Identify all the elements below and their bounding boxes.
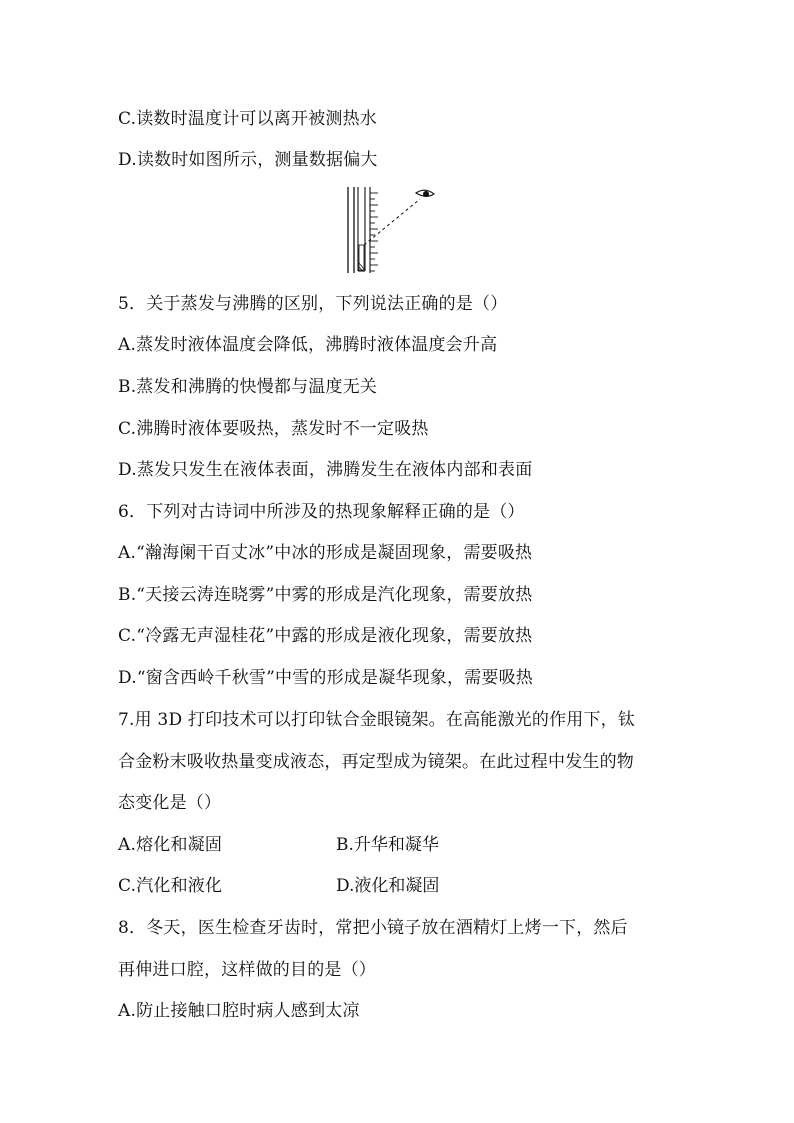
q5-option-a: A.蒸发时液体温度会降低，沸腾时液体温度会升高 [118, 335, 498, 355]
q6-option-b: B.“天接云涛连晓雾”中雾的形成是汽化现象，需要放热 [118, 585, 533, 605]
q7-option-b: B.升华和凝华 [336, 835, 439, 855]
q5-option-d: D.蒸发只发生在液体表面，沸腾发生在液体内部和表面 [118, 460, 533, 480]
q5-option-b: B.蒸发和沸腾的快慢都与温度无关 [118, 377, 378, 397]
q7-option-a: A.熔化和凝固 [118, 835, 223, 855]
q6-option-c: C.“冷露无声湿桂花”中露的形成是液化现象，需要放热 [118, 626, 533, 646]
q6-option-d: D.“窗含西岭千秋雪”中雪的形成是凝华现象，需要吸热 [118, 668, 534, 688]
q7-stem-line3: 态变化是（） [118, 793, 222, 813]
q8-stem-line1: 8．冬天，医生检查牙齿时，常把小镜子放在酒精灯上烤一下，然后 [118, 918, 628, 938]
q5-option-c: C.沸腾时液体要吸热，蒸发时不一定吸热 [118, 419, 429, 439]
q6-option-a: A.“瀚海阑干百丈冰”中冰的形成是凝固现象，需要吸热 [118, 543, 533, 563]
q5-stem: 5．关于蒸发与沸腾的区别，下列说法正确的是（） [118, 294, 508, 314]
q8-stem-line2: 再伸进口腔，这样做的目的是（） [118, 960, 376, 980]
q4-option-d: D.读数时如图所示，测量数据偏大 [118, 150, 378, 170]
q7-stem-line2: 合金粉末吸收热量变成液态，再定型成为镜架。在此过程中发生的物 [118, 752, 634, 772]
thermometer-reading-figure [346, 185, 446, 277]
q7-option-c: C.汽化和液化 [118, 876, 223, 896]
q4-option-c: C.读数时温度计可以离开被测热水 [118, 109, 378, 129]
q8-option-a: A.防止接触口腔时病人感到太凉 [118, 1001, 360, 1021]
eye-icon [416, 190, 434, 197]
sight-line [364, 199, 420, 245]
scale-ticks [370, 193, 378, 271]
q7-stem-line1: 7.用 3D 打印技术可以打印钛合金眼镜架。在高能激光的作用下，钛 [118, 710, 636, 730]
q7-option-d: D.液化和凝固 [336, 876, 440, 896]
q6-stem: 6．下列对古诗词中所涉及的热现象解释正确的是（） [118, 502, 525, 522]
